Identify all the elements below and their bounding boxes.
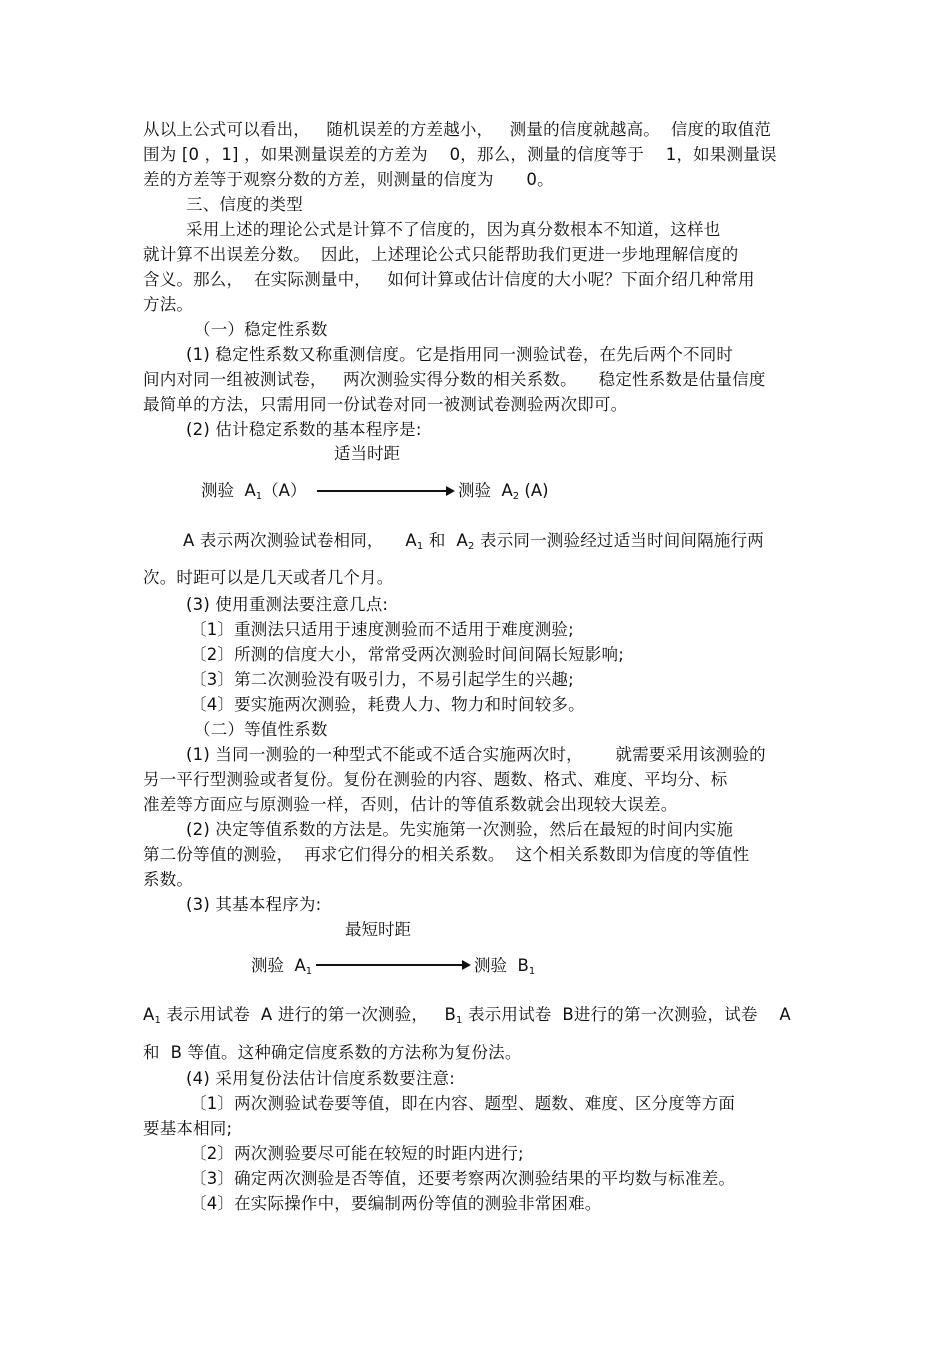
paragraph-line: 含义。那么， 在实际测量中， 如何计算或估计信度的大小呢？下面介绍几种常用 [143,270,755,289]
paragraph-line: (2) 决定等值系数的方法是。先实施第一次测验，然后在最短的时间内实施 [186,820,734,839]
paragraph-line: 系数。 [143,870,194,889]
arrow-icon [316,964,468,966]
subsection-heading: （二）等值性系数 [194,720,328,739]
paragraph-line: 最简单的方法，只需用同一份试卷对同一被测试卷测验两次即可。 [143,395,628,414]
test-a2-label: 测验 $A_2$ (A) [458,481,549,502]
paragraph-line: (1) 当同一测验的一种型式不能或不适合实施两次时， 就需要采用该测验的 [186,745,766,764]
interval-label: 最短时距 [345,920,411,939]
paragraph-line: 从以上公式可以看出， 随机误差的方差越小， 测量的信度就越高。 信度的取值范 [143,120,772,139]
diagram-note: $A_1$ 表示用试卷 A 进行的第一次测验， $B_1$ 表示用试卷 B进行的第一次测验，试卷 A [143,1005,791,1026]
paragraph-line: 围为 [0 ，1] ，如果测量误差的方差为 0，那么，测量的信度等于 1，如果测量误 [143,145,777,164]
paragraph-line: 间内对同一组被测试卷， 两次测验实得分数的相关系数。 稳定性系数是估量信度 [143,370,766,389]
list-item: 〔1〕重测法只适用于速度测验而不适用于难度测验; [190,620,574,639]
paragraph-line: 次。时距可以是几天或者几个月。 [143,568,394,587]
list-item: 〔2〕所测的信度大小，常常受两次测验时间间隔长短影响; [190,645,624,664]
paragraph-line: 第二份等值的测验， 再求它们得分的相关系数。 这个相关系数即为信度的等值性 [143,845,750,864]
paragraph-line: (2) 估计稳定系数的基本程序是: [186,420,422,439]
list-item: 〔2〕两次测验要尽可能在较短的时距内进行; [190,1144,524,1163]
list-item: 〔1〕两次测验试卷要等值，即在内容、题型、题数、难度、区分度等方面 [190,1094,736,1113]
paragraph-line: 和 B 等值。这种确定信度系数的方法称为复份法。 [143,1043,522,1062]
arrow-icon [317,490,452,492]
subsection-heading: （一）稳定性系数 [194,320,328,339]
paragraph-line: 另一平行型测验或者复份。复份在测验的内容、题数、格式、难度、平均分、标 [143,770,728,789]
paragraph-line: 方法。 [143,295,194,314]
list-item: 〔4〕要实施两次测验，耗费人力、物力和时间较多。 [190,695,585,714]
list-item: 〔3〕第二次测验没有吸引力，不易引起学生的兴趣; [190,670,574,689]
paragraph-line: 采用上述的理论公式是计算不了信度的，因为真分数根本不知道，这样也 [186,220,721,239]
list-item: 〔3〕确定两次测验是否等值，还要考察两次测验结果的平均数与标准差。 [190,1169,736,1188]
paragraph-line: (3) 其基本程序为: [186,895,322,914]
test-b1-label: 测验 $B_1$ [474,956,536,977]
paragraph-line: 差的方差等于观察分数的方差，则测量的信度为 0。 [143,170,554,189]
paragraph-line: (3) 使用重测法要注意几点: [186,595,389,614]
test-a1-label: 测验 $A_1(A)$ [201,481,307,502]
section-heading: 三、信度的类型 [186,195,303,214]
paragraph-line: (1) 稳定性系数又称重测信度。它是指用同一测验试卷，在先后两个不同时 [186,345,734,364]
diagram-note: A 表示两次测验试卷相同， $A_1$ 和 $A_2$ 表示同一测验经过适当时间间隔施行两 [183,531,764,552]
paragraph-line: (4) 采用复份法估计信度系数要注意: [186,1069,455,1088]
test-a1-label: 测验 $A_1$ [251,956,313,977]
paragraph-line: 准差等方面应与原测验一样，否则，估计的等值系数就会出现较大误差。 [143,795,678,814]
list-item: 要基本相同; [143,1119,233,1138]
interval-label: 适当时距 [334,444,400,463]
list-item: 〔4〕在实际操作中，要编制两份等值的测验非常困难。 [190,1194,602,1213]
paragraph-line: 就计算不出误差分数。 因此，上述理论公式只能帮助我们更进一步地理解信度的 [143,245,739,264]
